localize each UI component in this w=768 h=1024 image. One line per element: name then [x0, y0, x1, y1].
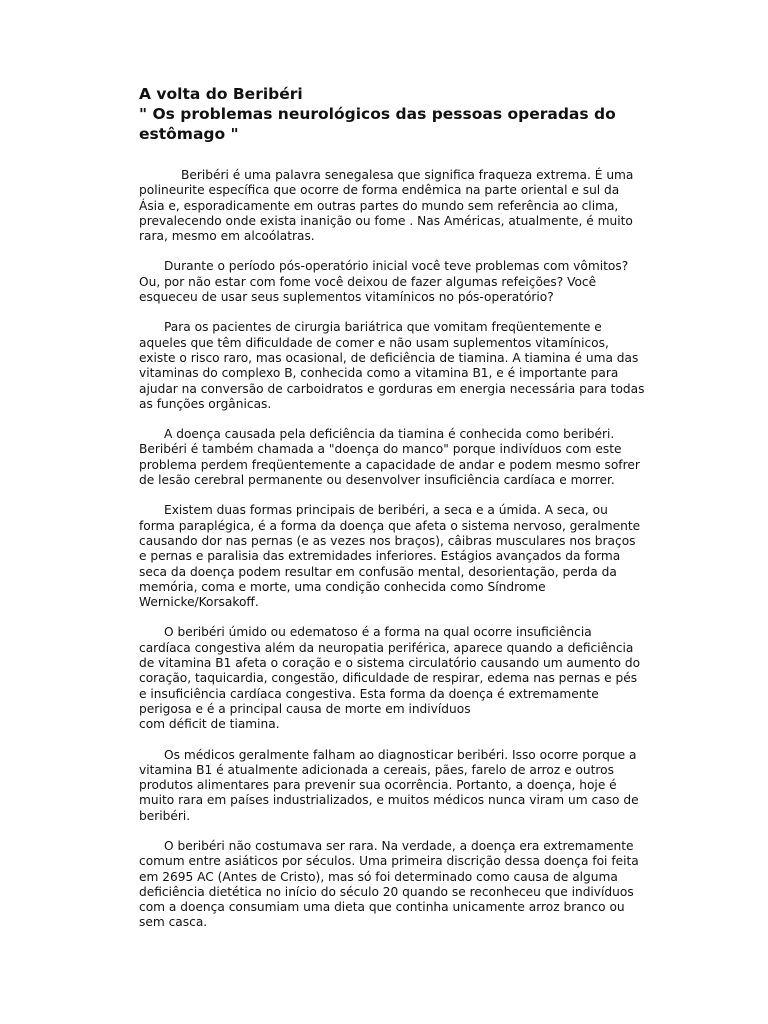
paragraph-line: Para os pacientes de cirurgia bariátrica que vomitam freqüentemente e [164, 320, 602, 335]
document-title [139, 84, 639, 144]
title-line: A volta do Beribéri [139, 85, 303, 103]
title-line: " Os problemas neurológicos das pessoas operadas do [139, 105, 616, 123]
paragraph-line: O beribéri não costumava ser rara. Na verdade, a doença era extremamente [164, 838, 634, 853]
paragraph-line: Durante o período pós-operatório inicial você teve problemas com vômitos? [164, 259, 629, 274]
paragraph-line: beribéri. [139, 808, 191, 823]
paragraph-line: e insuficiência cardíaca congestiva. Esta forma da doença é extremamente [139, 686, 599, 701]
paragraph-line: ajudar na conversão de carboidratos e gorduras em energia necessária para todas [139, 381, 645, 396]
paragraph-line: prevalecendo onde exista inanição ou fome . Nas Américas, atualmente, é muito [139, 213, 633, 228]
paragraph-line: seca da doença podem resultar em confusão mental, desorientação, perda da [139, 564, 617, 579]
paragraph-line: com a doença consumiam uma dieta que continha unicamente arroz branco ou [139, 900, 625, 915]
paragraph-line: O beribéri úmido ou edematoso é a forma na qual ocorre insuficiência [164, 625, 592, 640]
paragraph-line: A doença causada pela deficiência da tiamina é conhecida como beribéri. [164, 427, 615, 442]
paragraph [139, 168, 639, 244]
paragraph [139, 503, 639, 610]
paragraph-line: Existem duas formas principais de beribéri, a seca e a úmida. A seca, ou [164, 503, 608, 518]
paragraph-line: polineurite específica que ocorre de forma endêmica na parte oriental e sul da [139, 183, 620, 198]
paragraph-line: de lesão cerebral permanente ou desenvolver insuficiência cardíaca e morrer. [139, 473, 615, 488]
paragraph-line: com déficit de tiamina. [139, 717, 280, 732]
paragraph-line: e pernas e paralisia das extremidades inferiores. Estágios avançados da forma [139, 549, 621, 564]
paragraph-line: Beribéri é uma palavra senegalesa que significa fraqueza extrema. É uma [181, 168, 634, 182]
document-page [139, 84, 645, 946]
paragraph-line: rara, mesmo em alcoólatras. [139, 229, 315, 244]
paragraph-line: muito rara em países industrializados, e muitos médicos nunca viram um caso de [139, 793, 639, 808]
paragraph-line: vitaminas do complexo B, conhecida como a vitamina B1, e é importante para [139, 366, 619, 381]
paragraph-line: Ou, por não estar com fome você deixou de fazer algumas refeições? Você [139, 274, 597, 289]
paragraph-line: vitamina B1 é atualmente adicionada a cereais, pães, farelo de arroz e outros [139, 762, 614, 777]
paragraph-line: existe o risco raro, mas ocasional, de deficiência de tiamina. A tiamina é uma das [139, 350, 639, 365]
paragraph [139, 625, 639, 732]
paragraph-line: comum entre asiáticos por séculos. Uma primeira discrição dessa doença foi feita [139, 854, 639, 869]
paragraph-line: forma paraplégica, é a forma da doença que afeta o sistema nervoso, geralmente [139, 518, 641, 533]
paragraph-line: Ásia e, esporadicamente em outras partes do mundo sem referência ao clima, [139, 198, 619, 213]
paragraph [139, 748, 639, 824]
paragraph-line: memória, coma e morte, uma condição conhecida como Síndrome [139, 579, 546, 594]
paragraph-line: Beribéri é também chamada a "doença do manco" porque indivíduos com este [139, 442, 622, 457]
document-body [139, 168, 645, 931]
paragraph-line: sem casca. [139, 915, 208, 930]
paragraph-line: perigosa e é a principal causa de morte em indivíduos [139, 701, 471, 716]
paragraph [139, 839, 639, 931]
paragraph-line: coração, taquicardia, congestão, dificuldade de respirar, edema nas pernas e pés [139, 671, 638, 686]
paragraph-line: Os médicos geralmente falham ao diagnosticar beribéri. Isso ocorre porque a [164, 747, 637, 762]
paragraph-line: aqueles que têm dificuldade de comer e não usam suplementos vitamínicos, [139, 335, 609, 350]
paragraph-line: as funções orgânicas. [139, 396, 272, 411]
paragraph [139, 259, 639, 305]
paragraph-line: problema perdem freqüentemente a capacidade de andar e podem mesmo sofrer [139, 457, 640, 472]
paragraph-line: de vitamina B1 afeta o coração e o sistema circulatório causando um aumento do [139, 656, 641, 671]
paragraph-line: esqueceu de usar seus suplementos vitamínicos no pós-operatório? [139, 290, 554, 305]
title-line: estômago " [139, 125, 239, 143]
paragraph-line: causando dor nas pernas (e as vezes nos braços), câibras musculares nos braços [139, 533, 636, 548]
paragraph [139, 320, 645, 412]
paragraph-line: produtos alimentares para prevenir sua ocorrência. Portanto, a doença, hoje é [139, 778, 617, 793]
paragraph-line: Wernicke/Korsakoff. [139, 595, 259, 610]
paragraph-line: deficiência dietética no início do século 20 quando se reconheceu que indivíduos [139, 884, 634, 899]
paragraph-line: em 2695 AC (Antes de Cristo), mas só foi determinado como causa de alguma [139, 869, 618, 884]
paragraph-line: cardíaca congestiva além da neuropatia periférica, aparece quando a deficiência [139, 640, 634, 655]
paragraph [139, 427, 639, 488]
